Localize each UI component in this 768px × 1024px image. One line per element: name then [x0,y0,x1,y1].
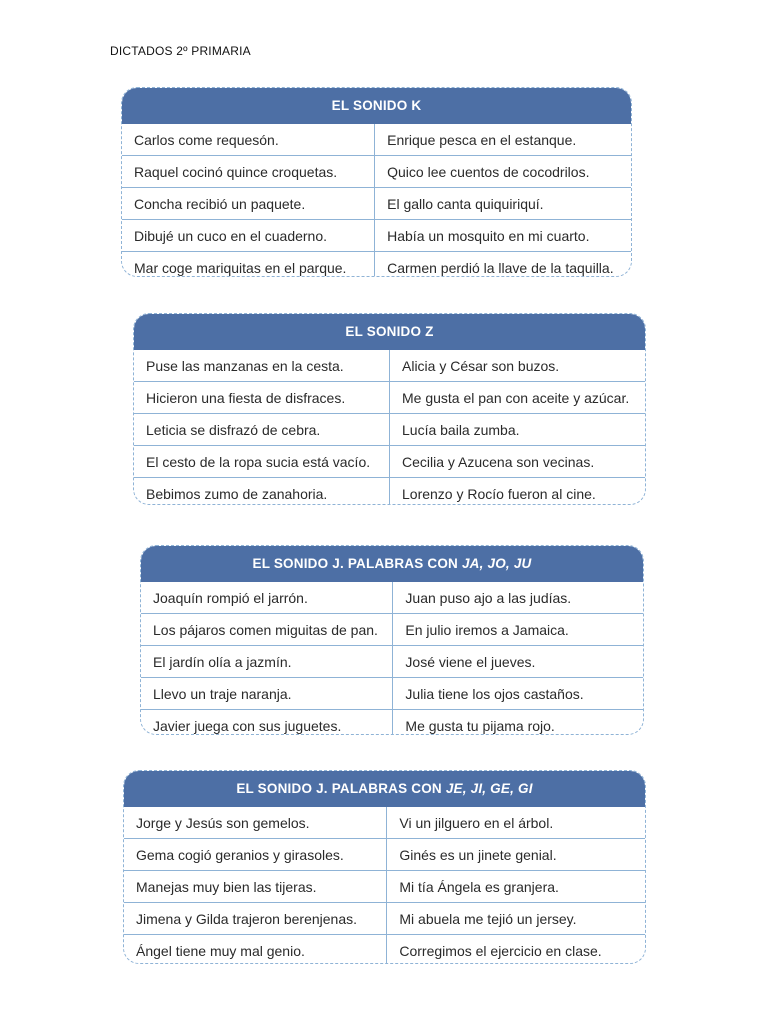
card-title-emphasis: JA, JO, JU [461,556,532,571]
sentence-left: Jorge y Jesús son gemelos. [136,814,310,831]
card-header [122,88,631,124]
sentence-table [134,350,645,505]
card-title: EL SONIDO K [331,98,422,113]
card-sonido-j-ja-jo-ju [140,545,644,735]
document-title: DICTADOS 2º PRIMARIA [110,44,251,58]
sentence-right: Había un mosquito en mi cuarto. [375,220,631,252]
sentence-left: Dibujé un cuco en el cuaderno. [122,220,375,252]
table-row [124,935,645,965]
table-row [141,678,643,710]
sentence-left: Javier juega con sus juguetes. [141,710,393,736]
sentence-right: Julia tiene los ojos castaños. [393,678,643,710]
table-row [122,124,631,156]
sentence-right: Carmen perdió la llave de la taquilla. [375,252,631,278]
sentence-table [122,124,631,277]
sentence-left: Carlos come requesón. [134,131,279,148]
sentence-right: El gallo canta quiquiriquí. [375,188,631,220]
sentence-left: Joaquín rompió el jarrón. [153,589,308,606]
sentence-left: El jardín olía a jazmín. [141,646,393,678]
table-row [134,478,645,506]
card-header [124,771,645,807]
sentence-left: Ángel tiene muy mal genio. [124,935,387,965]
sentence-right: Me gusta el pan con aceite y azúcar. [390,382,646,414]
table-row [122,252,631,278]
sentence-right: Mi abuela me tejió un jersey. [387,903,645,935]
table-row [141,710,643,736]
sentence-left: Puse las manzanas en la cesta. [146,357,344,374]
card-sonido-k [121,87,632,277]
card-sonido-j-je-ji-ge-gi [123,770,646,964]
table-row [122,188,631,220]
table-row [122,156,631,188]
sentence-left: Leticia se disfrazó de cebra. [134,414,390,446]
table-row [141,582,643,614]
table-row [124,903,645,935]
sentence-right: Quico lee cuentos de cocodrilos. [375,156,631,188]
table-row [141,614,643,646]
card-title: EL SONIDO J. PALABRAS CON [236,781,446,796]
sentence-left: Llevo un traje naranja. [141,678,393,710]
sentence-right: En julio iremos a Jamaica. [393,614,643,646]
table-row [141,646,643,678]
table-row [134,414,645,446]
card-title: EL SONIDO Z [345,324,434,339]
sentence-left: Bebimos zumo de zanahoria. [134,478,390,506]
sentence-right: Juan puso ajo a las judías. [393,582,643,614]
sentence-left: Los pájaros comen miguitas de pan. [141,614,393,646]
sentence-right: Corregimos el ejercicio en clase. [387,935,645,965]
sentence-left: El cesto de la ropa sucia está vacío. [134,446,390,478]
sentence-right: Enrique pesca en el estanque. [375,124,631,156]
sentence-left: Raquel cocinó quince croquetas. [122,156,375,188]
table-row [124,839,645,871]
table-row [134,350,645,382]
sentence-table [141,582,643,735]
sentence-left: Manejas muy bien las tijeras. [124,871,387,903]
sentence-right: Alicia y César son buzos. [390,350,646,382]
card-header [134,314,645,350]
sentence-left: Gema cogió geranios y girasoles. [124,839,387,871]
sentence-right: Ginés es un jinete genial. [387,839,645,871]
sentence-right: Me gusta tu pijama rojo. [393,710,643,736]
card-title-emphasis: JE, JI, GE, GI [445,781,533,796]
card-title: EL SONIDO J. PALABRAS CON [252,556,462,571]
sentence-left: Mar coge mariquitas en el parque. [122,252,375,278]
table-row [124,871,645,903]
table-row [122,220,631,252]
sentence-right: Lucía baila zumba. [390,414,646,446]
sentence-right: José viene el jueves. [393,646,643,678]
card-header [141,546,643,582]
sentence-right: Vi un jilguero en el árbol. [387,807,645,839]
sentence-table [124,807,645,964]
sentence-right: Mi tía Ángela es granjera. [387,871,645,903]
sentence-right: Lorenzo y Rocío fueron al cine. [390,478,646,506]
sentence-left: Jimena y Gilda trajeron berenjenas. [124,903,387,935]
table-row [124,807,645,839]
table-row [134,446,645,478]
sentence-left: Hicieron una fiesta de disfraces. [134,382,390,414]
table-row [134,382,645,414]
sentence-right: Cecilia y Azucena son vecinas. [390,446,646,478]
card-sonido-z [133,313,646,505]
sentence-left: Concha recibió un paquete. [122,188,375,220]
